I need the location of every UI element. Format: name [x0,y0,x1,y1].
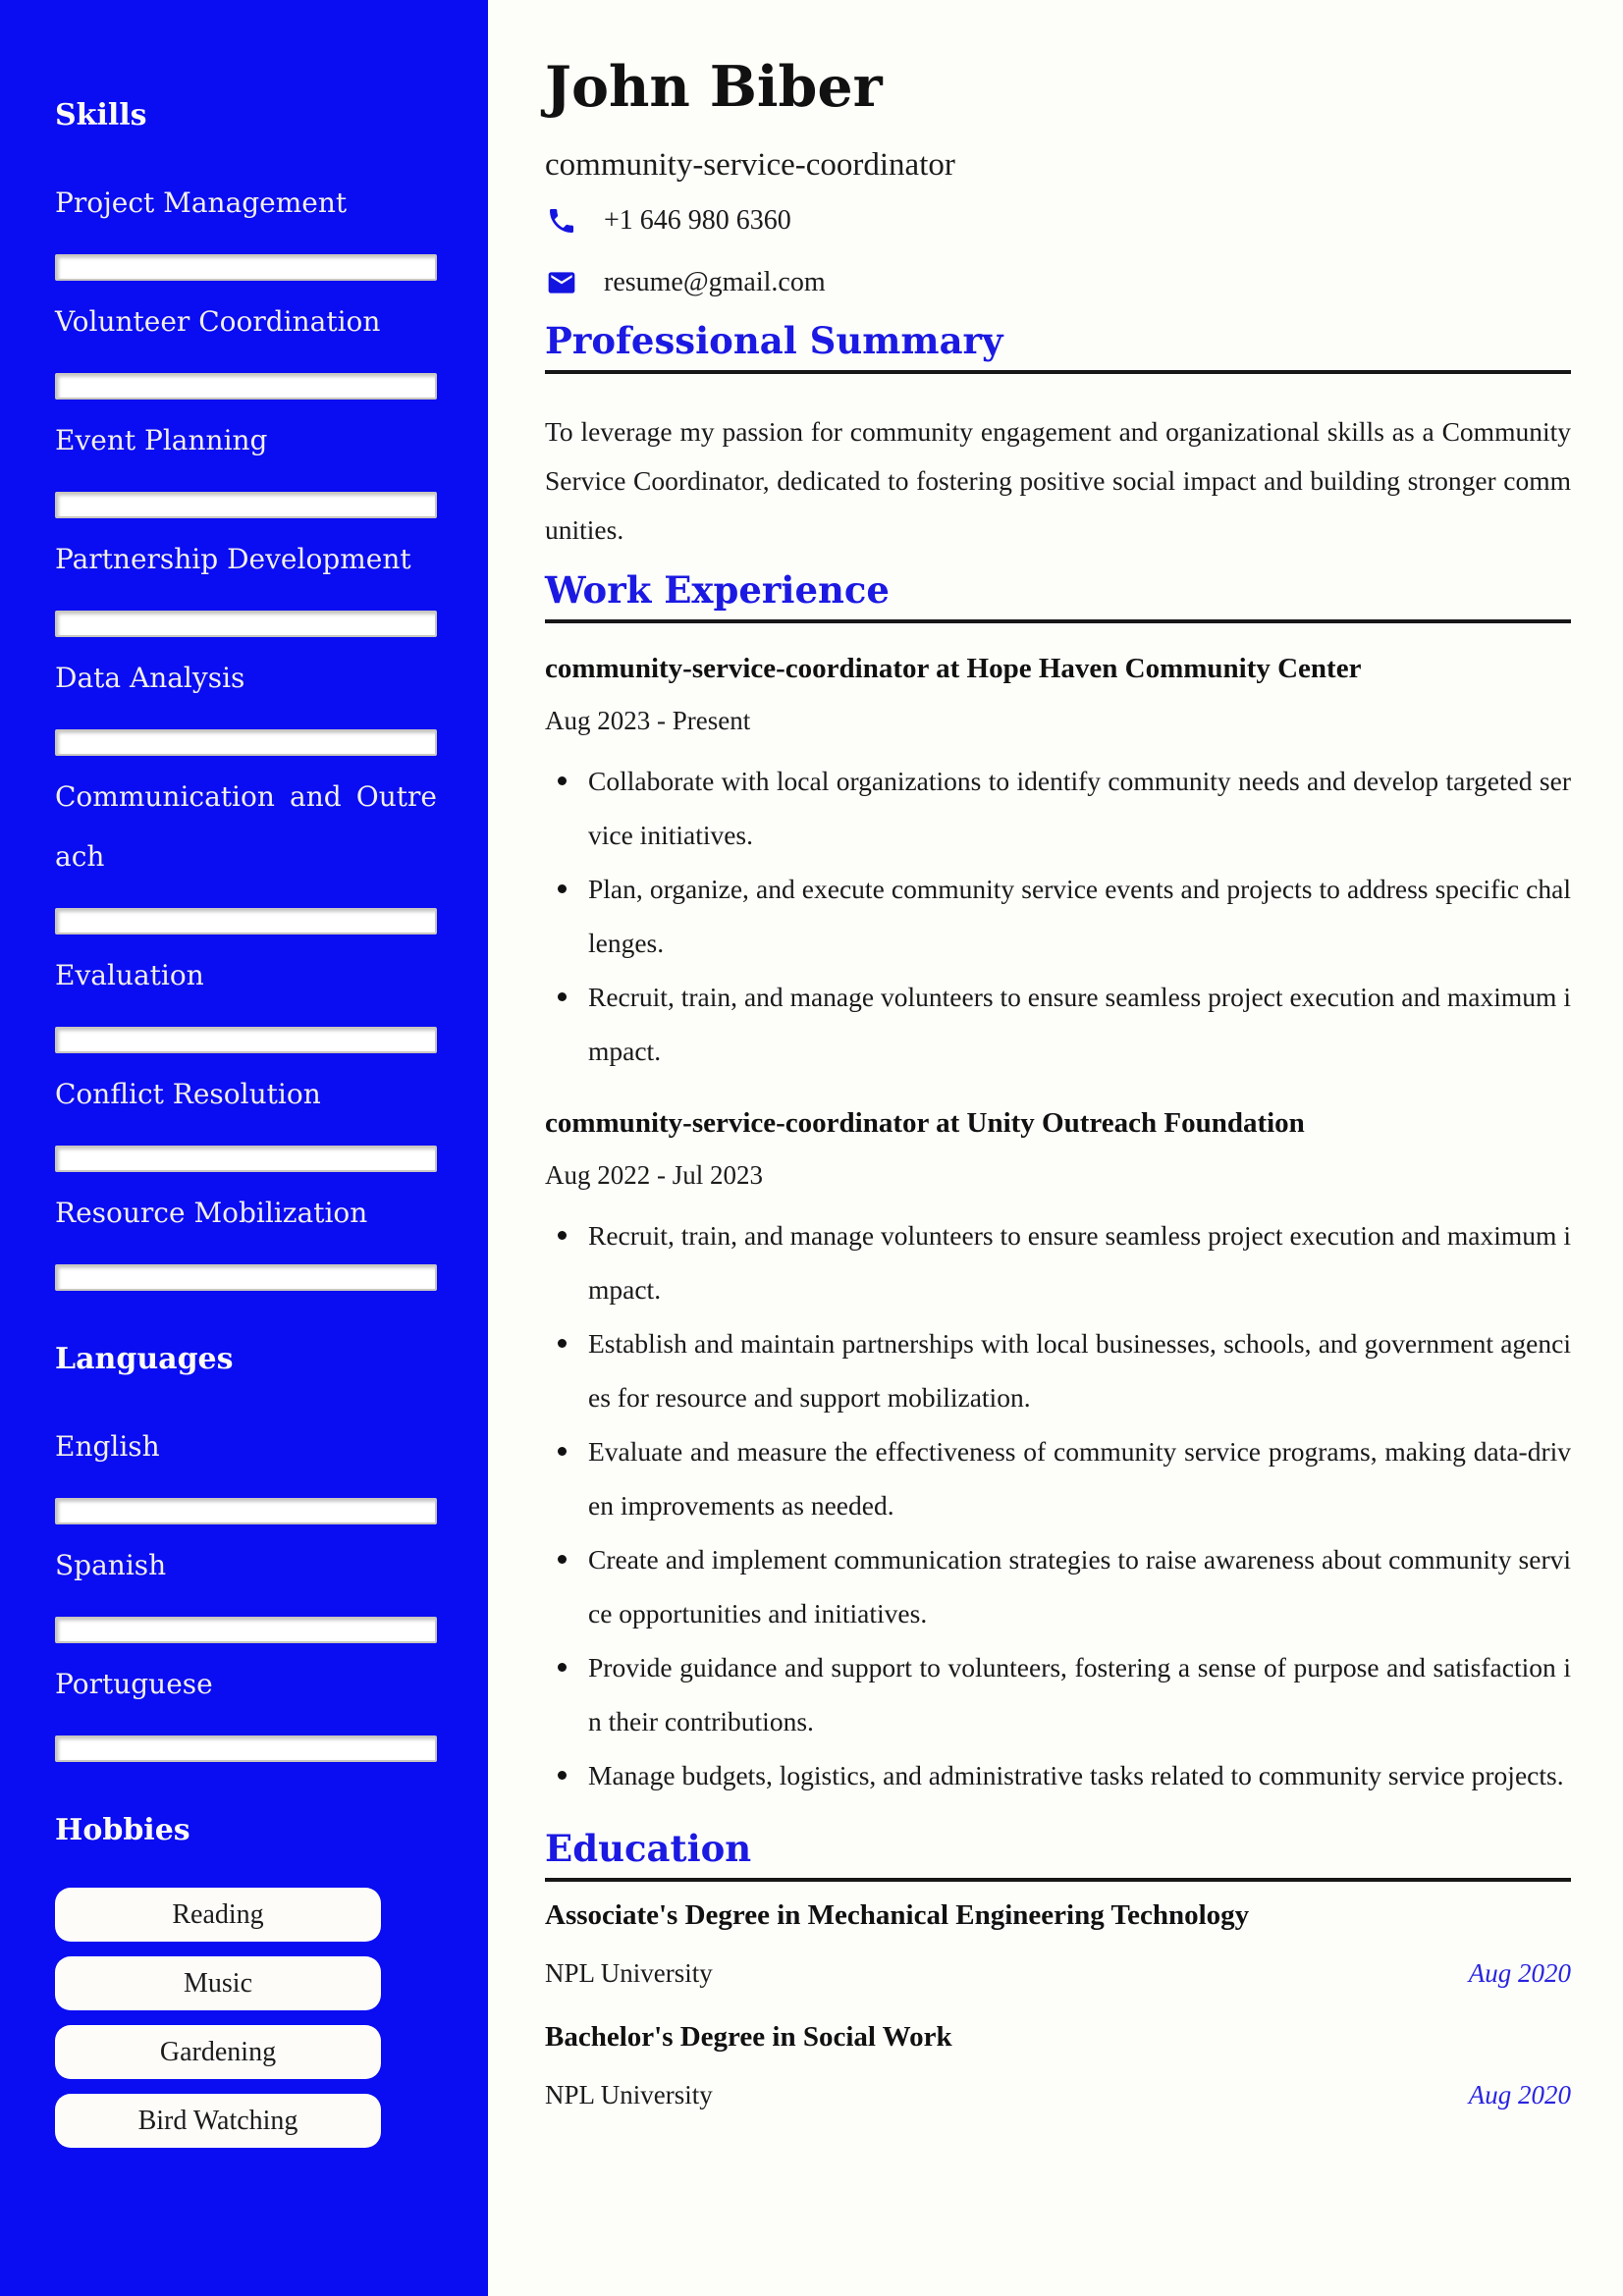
hobby-pill: Music [55,1956,381,2010]
degree-title: Bachelor's Degree in Social Work [545,2021,952,2053]
hobbies-list [55,1888,437,2148]
skill-item [55,945,437,1053]
person-name: John Biber [545,54,883,120]
summary-text: To leverage my passion for community engagement and organizational skills as a Community Service Coordinator, dedicated to fostering positive social impact and building stronger communities. [545,416,1571,545]
skill-item [55,1183,437,1291]
education-entry-1 [545,1897,1571,1990]
skill-progress-bar [55,1146,437,1172]
person-job-title: community-service-coordinator [545,147,955,183]
education-meta-row [545,2078,1571,2111]
education-meta-row [545,1956,1571,1990]
skill-progress-bar [55,373,437,400]
summary-heading: Professional Summary [545,320,1571,374]
hobbies-section [55,1813,437,2148]
language-label: English [55,1430,160,1463]
skill-label: Event Planning [55,424,268,456]
skill-label: Partnership Development [55,543,411,575]
school-name: NPL University [545,1958,713,1988]
degree-title: Associate's Degree in Mechanical Engineering Technology [545,1899,1250,1931]
skill-label: Project Management [55,187,348,219]
language-item [55,1416,437,1524]
hobby-pill: Gardening [55,2025,381,2079]
sidebar [0,0,488,2296]
language-item [55,1535,437,1643]
languages-heading: Languages [55,1342,234,1376]
hobbies-heading: Hobbies [55,1813,190,1847]
language-label: Spanish [55,1549,167,1581]
hobby-pill: Bird Watching [55,2094,381,2148]
bullet-item: Manage budgets, logistics, and administrative tasks related to community service projects. [545,1748,1571,1802]
skill-label: Resource Mobilization [55,1197,368,1229]
skill-progress-bar [55,611,437,637]
job-title: community-service-coordinator at Unity Outreach Foundation [545,1107,1305,1139]
language-item [55,1654,437,1762]
language-label: Portuguese [55,1668,213,1700]
job-dates: Aug 2022 - Jul 2023 [545,1160,763,1190]
skills-list [55,173,437,1291]
skill-item [55,1064,437,1172]
skill-item [55,529,437,637]
bullet-item: Plan, organize, and execute community service events and projects to address specific challenges. [545,862,1571,970]
work-experience-heading: Work Experience [545,569,1571,623]
education-entry-2 [545,2019,1571,2111]
bullet-item: Recruit, train, and manage volunteers to ensure seamless project execution and maximum impact. [545,1208,1571,1316]
email-address: resume@gmail.com [604,267,826,297]
hobby-pill: Reading [55,1888,381,1942]
bullet-item: Recruit, train, and manage volunteers to ensure seamless project execution and maximum impact. [545,970,1571,1078]
email-icon [545,266,578,299]
language-progress-bar [55,1498,437,1524]
education-date: Aug 2020 [1468,2080,1571,2109]
job-bullets [545,754,1571,1078]
resume-main [488,0,1623,2111]
job-dates: Aug 2023 - Present [545,706,751,735]
education-heading: Education [545,1828,1571,1882]
skill-label: Data Analysis [55,662,245,694]
skill-progress-bar [55,1027,437,1053]
skill-progress-bar [55,729,437,756]
skill-progress-bar [55,492,437,518]
job-entry-1 [545,651,1571,1078]
bullet-item: Collaborate with local organizations to identify community needs and develop targeted service initiatives. [545,754,1571,862]
skill-label: Communication and Outreach [55,780,437,873]
bullet-item: Create and implement communication strategies to raise awareness about community service opportunities and initiatives. [545,1532,1571,1640]
skill-label: Evaluation [55,959,204,991]
skill-item [55,173,437,281]
skill-item [55,648,437,756]
skill-progress-bar [55,254,437,281]
job-bullets [545,1208,1571,1802]
skills-heading: Skills [55,98,147,133]
phone-icon [545,204,578,238]
languages-list [55,1416,437,1762]
languages-section [55,1342,437,1762]
skill-item [55,410,437,518]
bullet-item: Provide guidance and support to volunteers, fostering a sense of purpose and satisfaction in their contributions. [545,1640,1571,1748]
phone-number: +1 646 980 6360 [604,205,791,236]
skill-progress-bar [55,1264,437,1291]
school-name: NPL University [545,2080,713,2109]
skill-item [55,767,437,934]
bullet-item: Evaluate and measure the effectiveness of community service programs, making data-driven improvements as needed. [545,1424,1571,1532]
language-progress-bar [55,1735,437,1762]
email-row [545,266,1571,299]
skill-label: Conflict Resolution [55,1078,321,1110]
skill-progress-bar [55,908,437,934]
job-entry-2 [545,1105,1571,1802]
job-title: community-service-coordinator at Hope Haven Community Center [545,653,1362,684]
skill-item [55,292,437,400]
education-date: Aug 2020 [1468,1958,1571,1988]
skill-label: Volunteer Coordination [55,305,381,338]
bullet-item: Establish and maintain partnerships with local businesses, schools, and government agencies for resource and support mobilization. [545,1316,1571,1424]
language-progress-bar [55,1617,437,1643]
phone-row [545,204,1571,238]
skills-section [55,98,437,1291]
